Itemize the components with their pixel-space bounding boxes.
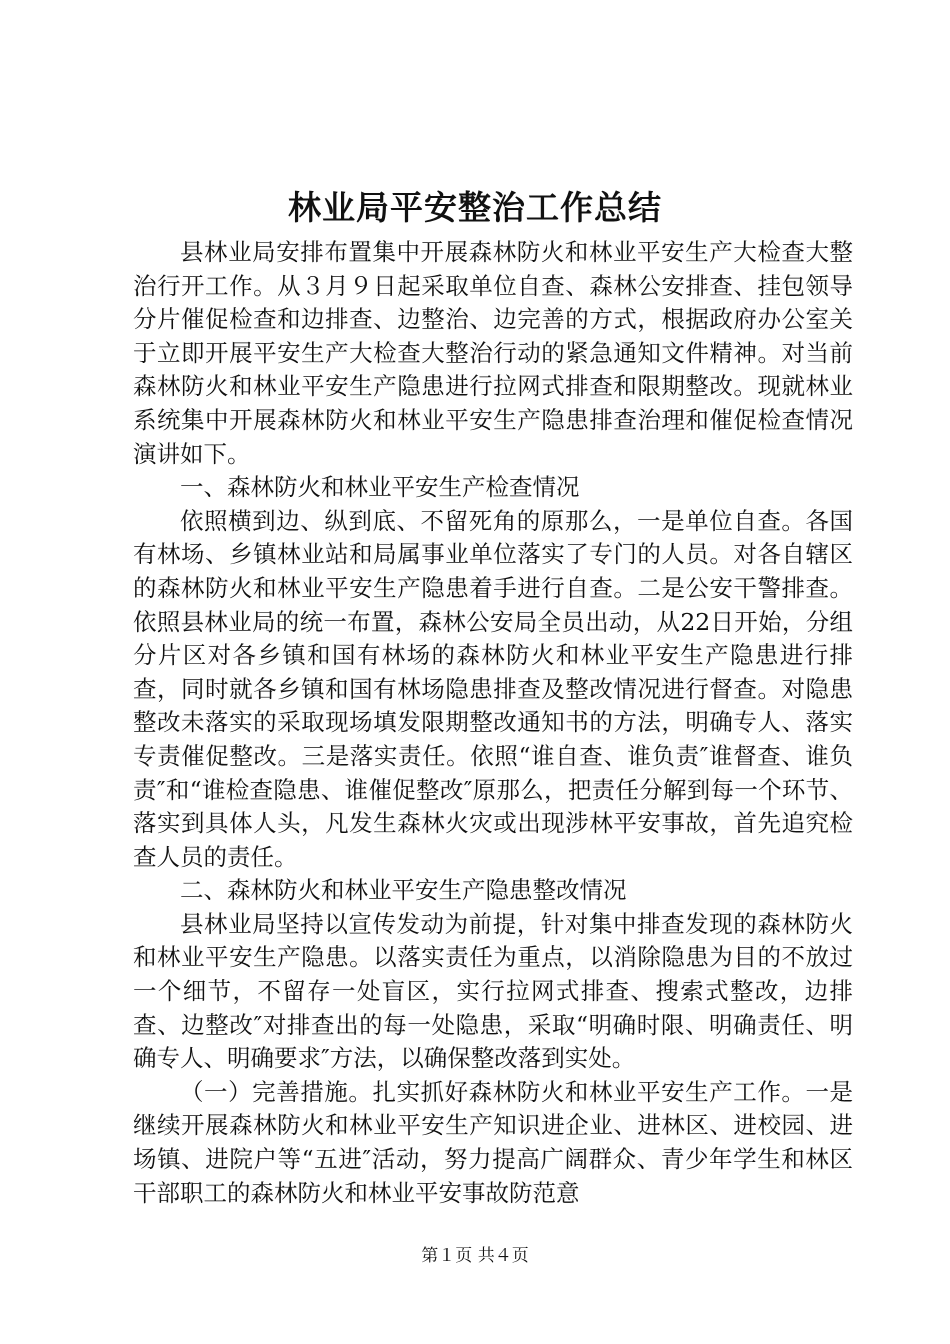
- page-footer: 第１页 共４页: [421, 1246, 529, 1266]
- section-heading-2: 二、森林防火和林业平安生产隐患整改情况: [180, 876, 627, 905]
- paragraph-rectification: 县林业局坚持以宣传发动为前提，针对集中排查发现的森林防火和林业平安生产隐患。以落实责任为重点，以消除隐患为目的不放过一个细节，不留存一处盲区，实行拉网式排查、搜索式整改，边排查、边整改″对排查出的每一处隐患，采取“明确时限、明确责任、明确专人、明确要求″方法，以确保整改落到实处。: [133, 909, 853, 1073]
- paragraph-measures: （一）完善措施。扎实抓好森林防火和林业平安生产工作。一是继续开展森林防火和林业平安生产知识进企业、进林区、进校园、进场镇、进院户等“五进″活动，努力提高广阔群众、青少年学生和林区干部职工的森林防火和林业平安事故防范意: [133, 1077, 853, 1207]
- section-heading-1: 一、森林防火和林业平安生产检查情况: [180, 473, 580, 502]
- document-title: 林业局平安整治工作总结: [288, 188, 662, 227]
- paragraph-inspection: 依照横到边、纵到底、不留死角的原那么，一是单位自查。各国有林场、乡镇林业站和局属事业单位落实了专门的人员。对各自辖区的森林防火和林业平安生产隐患着手进行自查。二是公安干警排查。依照县林业局的统一布置，森林公安局全员出动，从22日开始，分组分片区对各乡镇和国有林场的森林防火和林业平安生产隐患进行排查，同时就各乡镇和国有林场隐患排查及整改情况进行督查。对隐患整改未落实的采取现场填发限期整改通知书的方法，明确专人、落实专责催促整改。三是落实责任。依照“谁自查、谁负责″谁督查、谁负责″和“谁检查隐患、谁催促整改″原那么，把责任分解到每一个环节、落实到具体人头，凡发生森林火灾或出现涉林平安事故，首先追究检查人员的责任。: [133, 506, 853, 871]
- document-body: [133, 236, 853, 1210]
- paragraph-intro: 县林业局安排布置集中开展森林防火和林业平安生产大检查大整治行开工作。从３月９日起采取单位自查、森林公安排查、挂包领导分片催促检查和边排查、边整治、边完善的方式，根据政府办公室关于立即开展平安生产大检查大整治行动的紧急通知文件精神。对当前森林防火和林业平安生产隐患进行拉网式排查和限期整改。现就林业系统集中开展森林防火和林业平安生产隐患排查治理和催促检查情况演讲如下。: [133, 238, 853, 468]
